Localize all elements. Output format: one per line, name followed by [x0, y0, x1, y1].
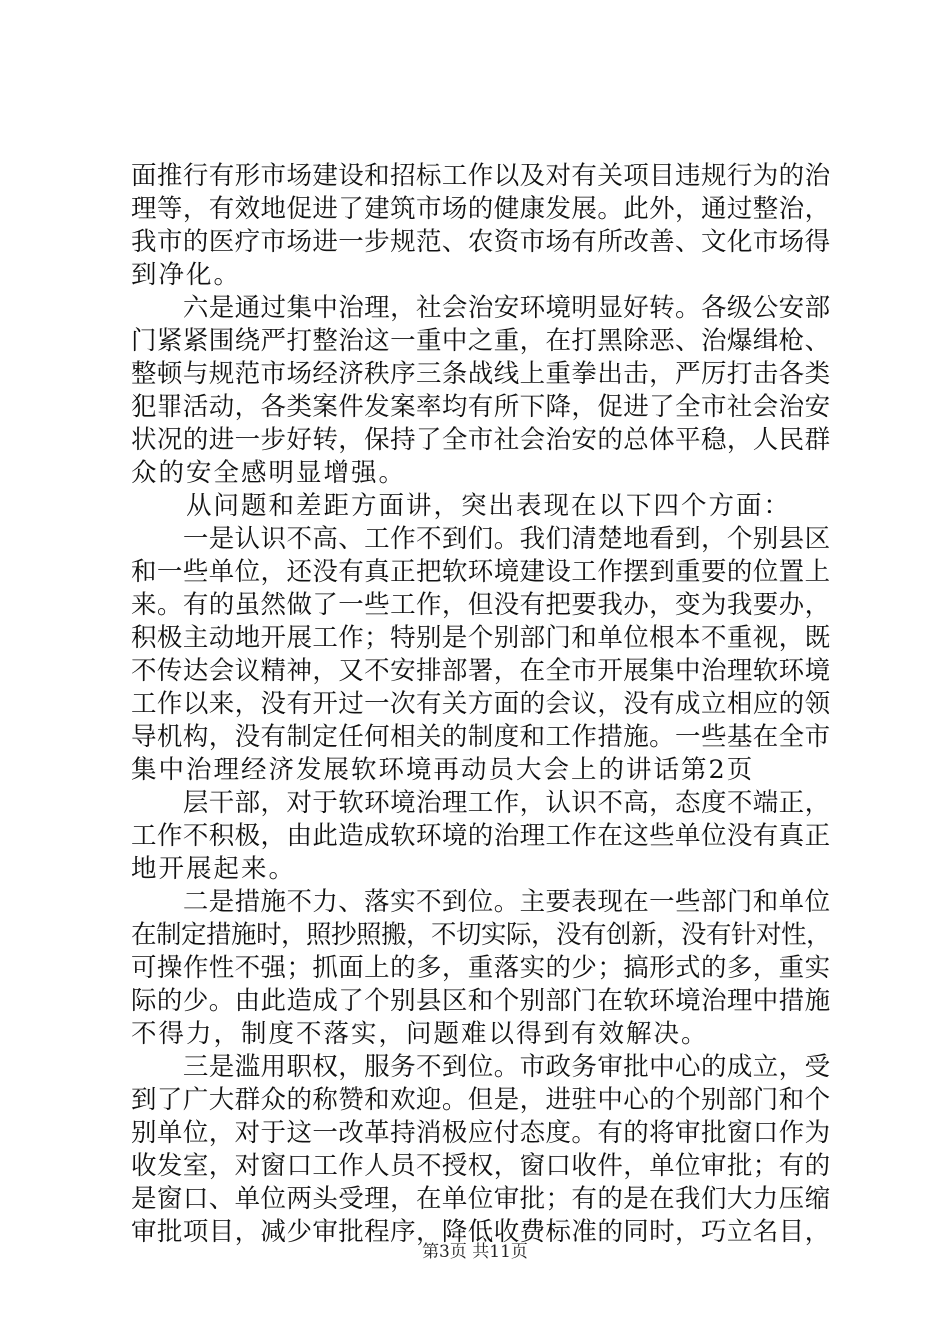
text-line: 在制定措施时，照抄照搬，不切实际，没有创新，没有针对性， [131, 920, 832, 950]
text-line: 从问题和差距方面讲，突出表现在以下四个方面： [131, 491, 792, 521]
page-footer: 第3页 共11页 [422, 1242, 528, 1262]
text-line: 状况的进一步好转，保持了全市社会治安的总体平稳，人民群 [131, 425, 831, 455]
text-line: 到净化。 [131, 260, 242, 290]
text-line: 地开展起来。 [131, 854, 297, 884]
text-line: 可操作性不强；抓面上的多，重落实的少；搞形式的多，重实 [131, 953, 831, 983]
text-line: 犯罪活动，各类案件发案率均有所下降，促进了全市社会治安 [131, 392, 831, 422]
text-line: 际的少。由此造成了个别县区和个别部门在软环境治理中措施 [131, 986, 831, 1016]
text-line: 层干部，对于软环境治理工作，认识不高，态度不端正， [131, 788, 831, 818]
text-line: 整顿与规范市场经济秩序三条战线上重拳出击，严厉打击各类 [131, 359, 831, 389]
text-line: 是窗口、单位两头受理，在单位审批；有的是在我们大力压缩 [131, 1184, 831, 1214]
text-line: 和一些单位，还没有真正把软环境建设工作摆到重要的位置上 [131, 557, 831, 587]
text-line: 一是认识不高、工作不到们。我们清楚地看到，个别县区 [131, 524, 831, 554]
text-line: 众的安全感明显增强。 [131, 458, 407, 488]
text-line: 不得力，制度不落实，问题难以得到有效解决。 [131, 1019, 709, 1049]
text-line: 二是措施不力、落实不到位。主要表现在一些部门和单位 [131, 887, 831, 917]
text-line: 积极主动地开展工作；特别是个别部门和单位根本不重视，既 [131, 623, 831, 653]
text-line: 不传达会议精神，又不安排部署，在全市开展集中治理软环境 [131, 656, 831, 686]
text-line: 别单位，对于这一改革持消极应付态度。有的将审批窗口作为 [131, 1118, 831, 1148]
text-line: 工作以来，没有开过一次有关方面的会议，没有成立相应的领 [131, 689, 831, 719]
text-line: 导机构，没有制定任何相关的制度和工作措施。一些基在全市 [131, 722, 831, 752]
text-line: 工作不积极，由此造成软环境的治理工作在这些单位没有真正 [131, 821, 831, 851]
text-line: 我市的医疗市场进一步规范、农资市场有所改善、文化市场得 [131, 227, 831, 257]
text-line: 理等，有效地促进了建筑市场的健康发展。此外，通过整治， [131, 194, 831, 224]
text-line: 收发室，对窗口工作人员不授权，窗口收件，单位审批；有的 [131, 1151, 831, 1181]
text-line: 审批项目，减少审批程序，降低收费标准的同时，巧立名目， [131, 1217, 831, 1247]
text-line: 来。有的虽然做了一些工作，但没有把要我办，变为我要办， [131, 590, 831, 620]
text-line: 门紧紧围绕严打整治这一重中之重，在打黑除恶、治爆缉枪、 [131, 326, 831, 356]
text-line: 到了广大群众的称赞和欢迎。但是，进驻中心的个别部门和个 [131, 1085, 831, 1115]
text-line: 三是滥用职权，服务不到位。市政务审批中心的成立，受 [131, 1052, 831, 1082]
text-line: 面推行有形市场建设和招标工作以及对有关项目违规行为的治 [131, 161, 831, 191]
text-line: 集中治理经济发展软环境再动员大会上的讲话第2页 [131, 755, 755, 785]
text-line: 六是通过集中治理，社会治安环境明显好转。各级公安部 [131, 293, 831, 323]
